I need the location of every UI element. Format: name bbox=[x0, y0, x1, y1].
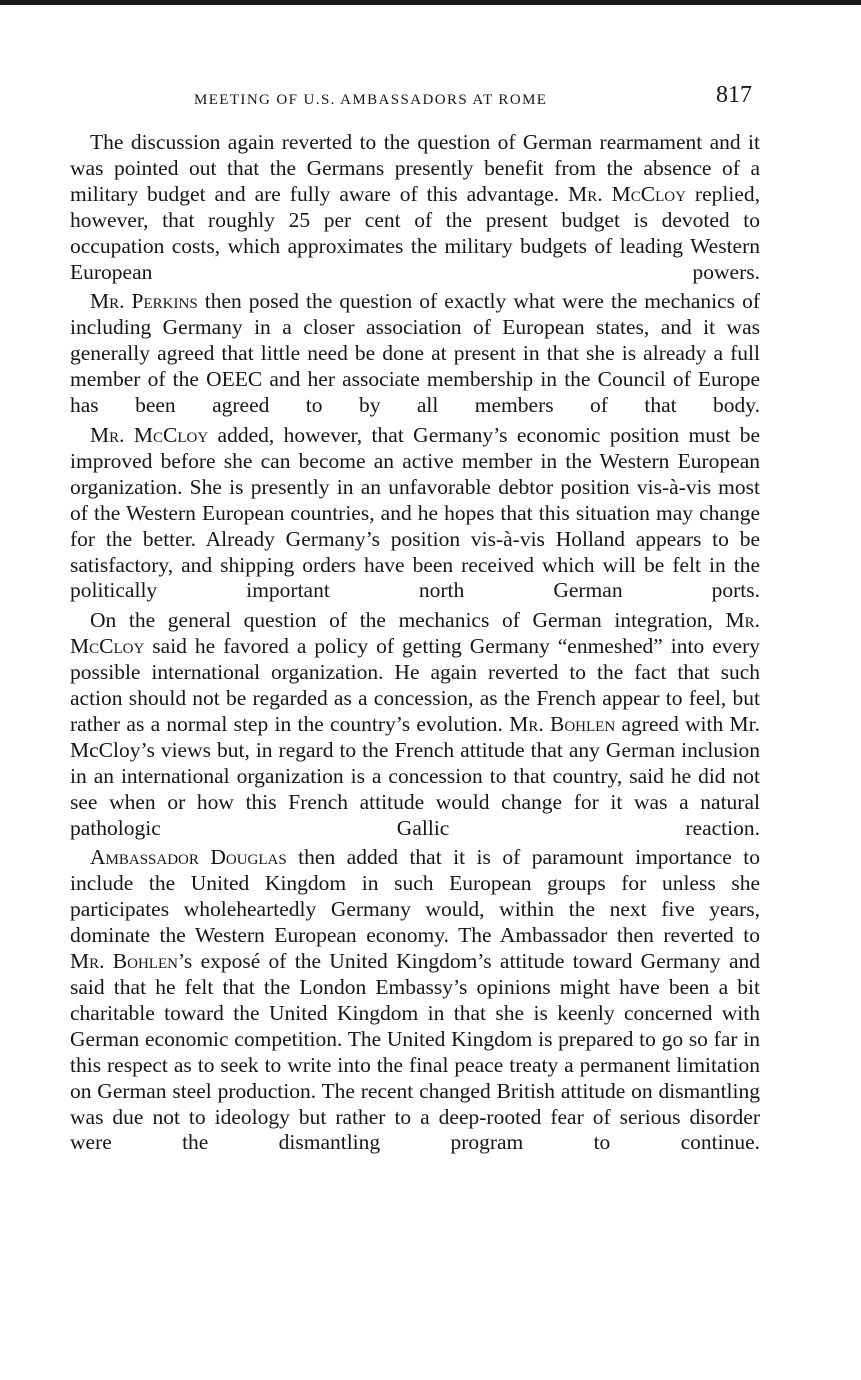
paragraph-text: said he favored a policy of getting Germany “enmeshed” into every possible international organization. He again reverted to the fact that such action should not be regarded as a concession, as the French appear to feel, but rather as a normal step in the country’s evolution. bbox=[70, 634, 760, 736]
paragraph-german-rearmament bbox=[70, 130, 760, 285]
paragraph-text: The discussion again reverted to the question of German rearmament and it was pointed out that the Germans presently benefit from the absence of a military budget and are fully aware of this advantage. bbox=[70, 130, 760, 206]
running-head bbox=[70, 84, 760, 118]
paragraph-text: then posed the question of exactly what were the mechanics of including Germany in a closer association of European states, and it was generally agreed that little need be done at present in that she is already a full member of the OEEC and her associate membership in the Council of Europe has been agreed to by all members of that body. bbox=[70, 289, 761, 418]
running-title: MEETING OF U.S. AMBASSADORS AT ROME bbox=[194, 92, 548, 108]
top-page-edge-rule bbox=[0, 0, 861, 5]
speaker-name: Mr. Perkins bbox=[90, 289, 198, 314]
speaker-name: Mr. McCloy bbox=[568, 181, 686, 206]
paragraph-text: On the general question of the mechanics of German integration, bbox=[90, 608, 726, 633]
speaker-name: Ambassador Douglas bbox=[90, 845, 287, 870]
speaker-name: Mr. Bohlen bbox=[509, 711, 616, 736]
speaker-name: Mr. McCloy bbox=[70, 608, 760, 659]
paragraph-text: added, however, that Germany’s economic position must be improved before she can become an active member in the Western European organization. She is presently in an unfavorable debtor position vis-à-vis most of the Western European countries, and he hopes that this situation may change for the better. Already Germany’s position vis-à-vis Holland appears to be satisfactory, and shipping orders have been received which will be felt in the politically important north German ports. bbox=[70, 422, 760, 603]
speaker-name: Mr. Bohlen bbox=[70, 949, 178, 974]
paragraph-european-association bbox=[70, 289, 760, 419]
paragraph-economic-position bbox=[70, 423, 760, 604]
speaker-name: Mr. McCloy bbox=[90, 422, 209, 447]
page-number: 817 bbox=[716, 82, 752, 108]
body-text bbox=[70, 130, 760, 1156]
paragraph-text: then added that it is of paramount importance to include the United Kingdom in such European groups for unless she participates wholeheartedly Germany would, within the next five years, dominate the Western European economy. The Ambassador then reverted to bbox=[70, 845, 761, 948]
paragraph-text: agreed with Mr. McCloy’s views but, in regard to the French attitude that any German inclusion in an international organization is a concession to that country, said he did not see when or how this French attitude would change for it was a natural pathologic Gallic reaction. bbox=[70, 711, 760, 840]
paragraph-united-kingdom bbox=[70, 845, 760, 1156]
paragraph-text: replied, however, that roughly 25 per cent of the present budget is devoted to occupation costs, which approximates the military budgets of leading Western European powers. bbox=[70, 181, 760, 284]
paragraph-german-integration bbox=[70, 608, 760, 841]
paragraph-text: ’s exposé of the United Kingdom’s attitude toward Germany and said that he felt that the London Embassy’s opinions might have been a bit charitable toward the United Kingdom in that she is keenly concerned with German economic competition. The United Kingdom is prepared to go so far in this respect as to seek to write into the final peace treaty a permanent limitation on German steel production. The recent changed British attitude on dismantling was due not to ideology but rather to a deep-rooted fear of serious disorder were the dismantling program to continue. bbox=[70, 949, 760, 1155]
